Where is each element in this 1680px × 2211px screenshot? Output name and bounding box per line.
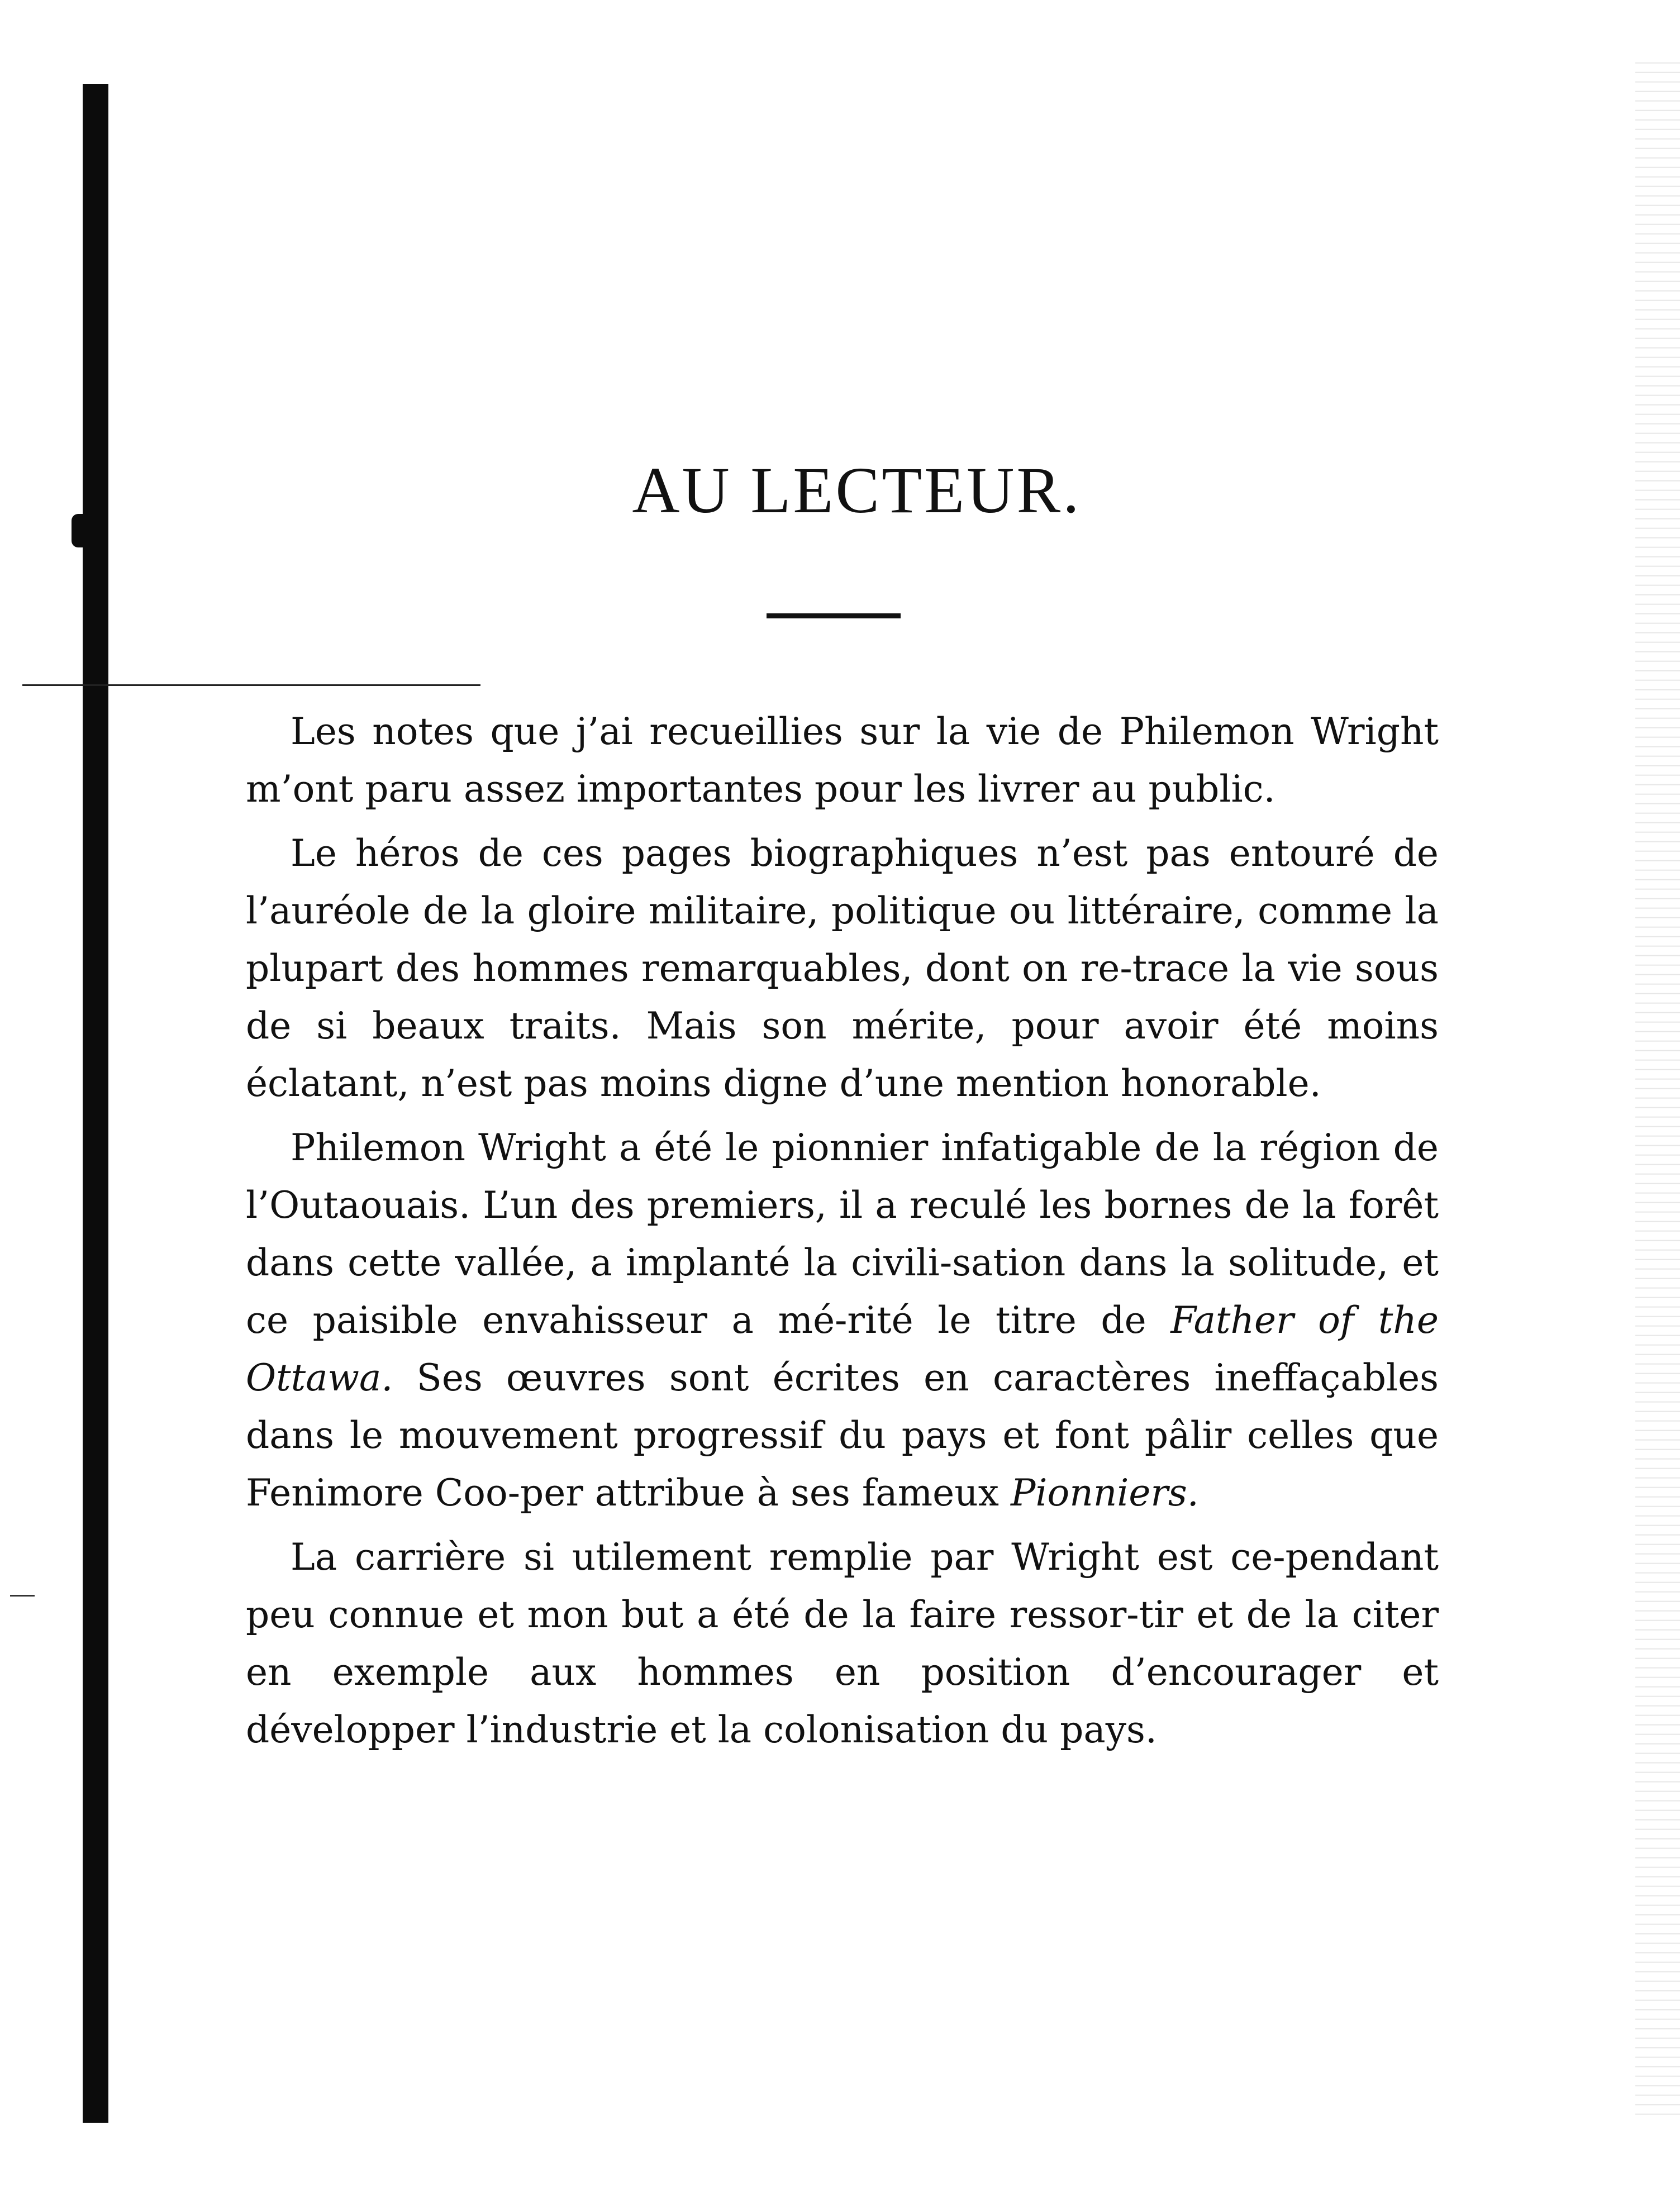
paragraph-3-italic-title: Father of the Ottawa. — [246, 1299, 1439, 1399]
body-text — [246, 703, 1439, 1765]
paragraph-3-part-b: Ses œuvres sont écrites en caractères ineffaçables dans le mouvement progressif du pays et font pâlir celles que Fenimore Coo-per attribue à ses fameux — [246, 1356, 1439, 1514]
paragraph-4: La carrière si utilement remplie par Wright est ce-pendant peu connue et mon but a été de la faire ressor-tir et de la citer en exemple aux hommes en position d’encourager et développer l’industrie et la colonisation du pays. — [246, 1536, 1439, 1751]
scan-edge-noise — [1635, 56, 1680, 2123]
binding-edge — [83, 84, 108, 2123]
paragraph-3 — [246, 1119, 1439, 1522]
paragraph-1: Les notes que j’ai recueillies sur la vie de Philemon Wright m’ont paru assez importantes pour les livrer au public. — [246, 710, 1439, 811]
fold-line — [22, 684, 480, 686]
paragraph-3-italic-pionniers: Pionniers. — [1010, 1471, 1199, 1514]
margin-mark — [10, 1595, 35, 1597]
paragraph-2: Le héros de ces pages biographiques n’est pas entouré de l’auréole de la gloire militaire, politique ou littéraire, comme la plupart des hommes remarquables, dont on re-trace la vie sous de si beaux traits. Mais son mérite, pour avoir été moins éclatant, n’est pas moins digne d’une mention honorable. — [246, 832, 1439, 1105]
paragraph-3-part-a: Philemon Wright a été le pionnier infatigable de la région de l’Outaouais. L’un des premiers, il a reculé les bornes de la forêt dans cette vallée, a implanté la civili-sation dans la solitude, et ce paisible envahisseur a mé-rité le titre de — [246, 1126, 1439, 1342]
title-rule — [767, 613, 901, 618]
page-title: AU LECTEUR. — [632, 454, 1082, 527]
